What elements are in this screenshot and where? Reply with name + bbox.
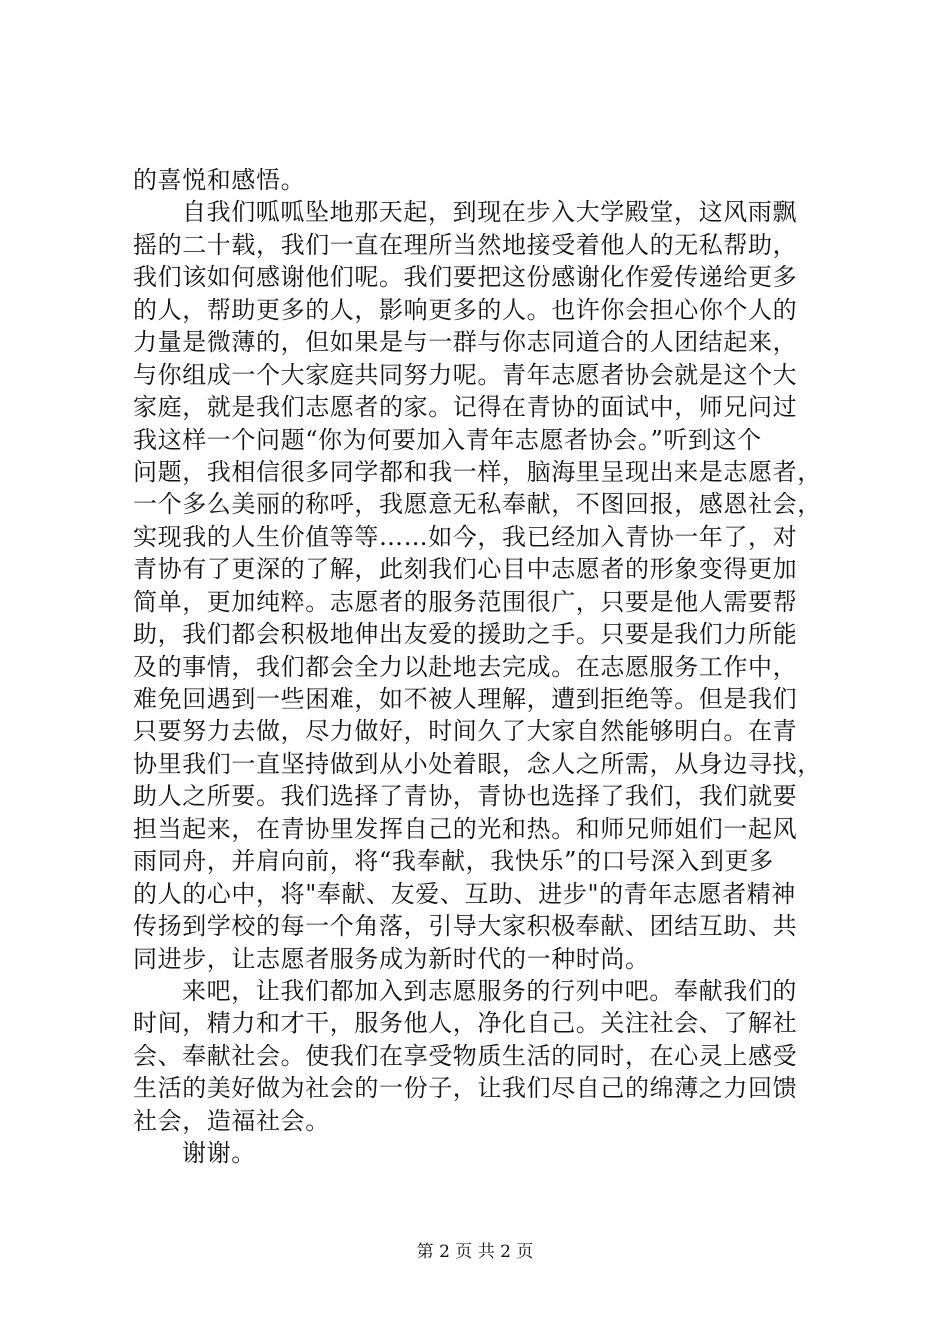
text-line: 雨同舟，并肩向前，将“我奉献，我快乐”的口号深入到更多 [133,847,774,876]
text-line: 及的事情，我们都会全力以赴地去完成。在志愿服务工作中， [133,652,798,681]
page-footer: 第 2 页 共 2 页 [416,1242,534,1262]
text-line: 助，我们都会积极地伸出友爱的援助之手。只要是我们力所能 [133,620,798,649]
body-text [133,164,833,1170]
text-line: 的人的心中，将"奉献、友爱、互助、进步"的青年志愿者精神 [133,879,796,908]
closing-line: 谢谢。 [182,1139,256,1168]
text-line: 问题，我相信很多同学都和我一样，脑海里呈现出来是志愿者， [133,457,822,486]
text-line: 传扬到学校的每一个角落，引导大家积极奉献、团结互助、共 [133,912,798,941]
text-line: 力量是微薄的，但如果是与一群与你志同道合的人团结起来， [133,328,798,357]
paragraph-start-line: 来吧，让我们都加入到志愿服务的行列中吧。奉献我们的 [182,976,797,1005]
text-line: 会、奉献社会。使我们在享受物质生活的同时，在心灵上感受 [133,1041,798,1070]
text-line: 摇的二十载，我们一直在理所当然地接受着他人的无私帮助， [133,230,798,259]
text-line: 的人，帮助更多的人，影响更多的人。也许你会担心你个人的 [133,295,798,324]
text-line: 只要努力去做，尽力做好，时间久了大家自然能够明白。在青 [133,717,798,746]
text-line: 与你组成一个大家庭共同努力呢。青年志愿者协会就是这个大 [133,360,798,389]
text-line: 青协有了更深的了解，此刻我们心目中志愿者的形象变得更加 [133,555,798,584]
text-line: 担当起来，在青协里发挥自己的光和热。和师兄师姐们一起风 [133,814,798,843]
text-line: 我们该如何感谢他们呢。我们要把这份感谢化作爱传递给更多 [133,263,798,292]
text-line: 的喜悦和感悟。 [133,166,306,194]
text-line: 社会，造福社会。 [133,1106,330,1135]
text-line: 难免回遇到一些困难，如不被人理解，遭到拒绝等。但是我们 [133,685,798,713]
text-line: 一个多么美丽的称呼，我愿意无私奉献，不图回报，感恩社会， [133,490,822,519]
text-line: 家庭，就是我们志愿者的家。记得在青协的面试中，师兄问过 [133,393,798,422]
text-line: 时间，精力和才干，服务他人，净化自己。关注社会、了解社 [133,1009,798,1038]
text-line: 助人之所要。我们选择了青协，青协也选择了我们，我们就要 [133,782,798,811]
text-line: 简单，更加纯粹。志愿者的服务范围很广，只要是他人需要帮 [133,587,798,616]
paragraph-start-line: 自我们呱呱坠地那天起，到现在步入大学殿堂，这风雨飘 [182,198,797,227]
text-line: 同进步，让志愿者服务成为新时代的一种时尚。 [133,944,650,973]
text-line: 我这样一个问题“你为何要加入青年志愿者协会。”听到这个 [133,425,762,454]
text-line: 实现我的人生价值等等……如今，我已经加入青协一年了，对 [133,522,798,551]
text-line: 生活的美好做为社会的一份子，让我们尽自己的绵薄之力回馈 [133,1074,798,1103]
text-line: 协里我们一直坚持做到从小处着眼，念人之所需，从身边寻找， [133,749,822,778]
